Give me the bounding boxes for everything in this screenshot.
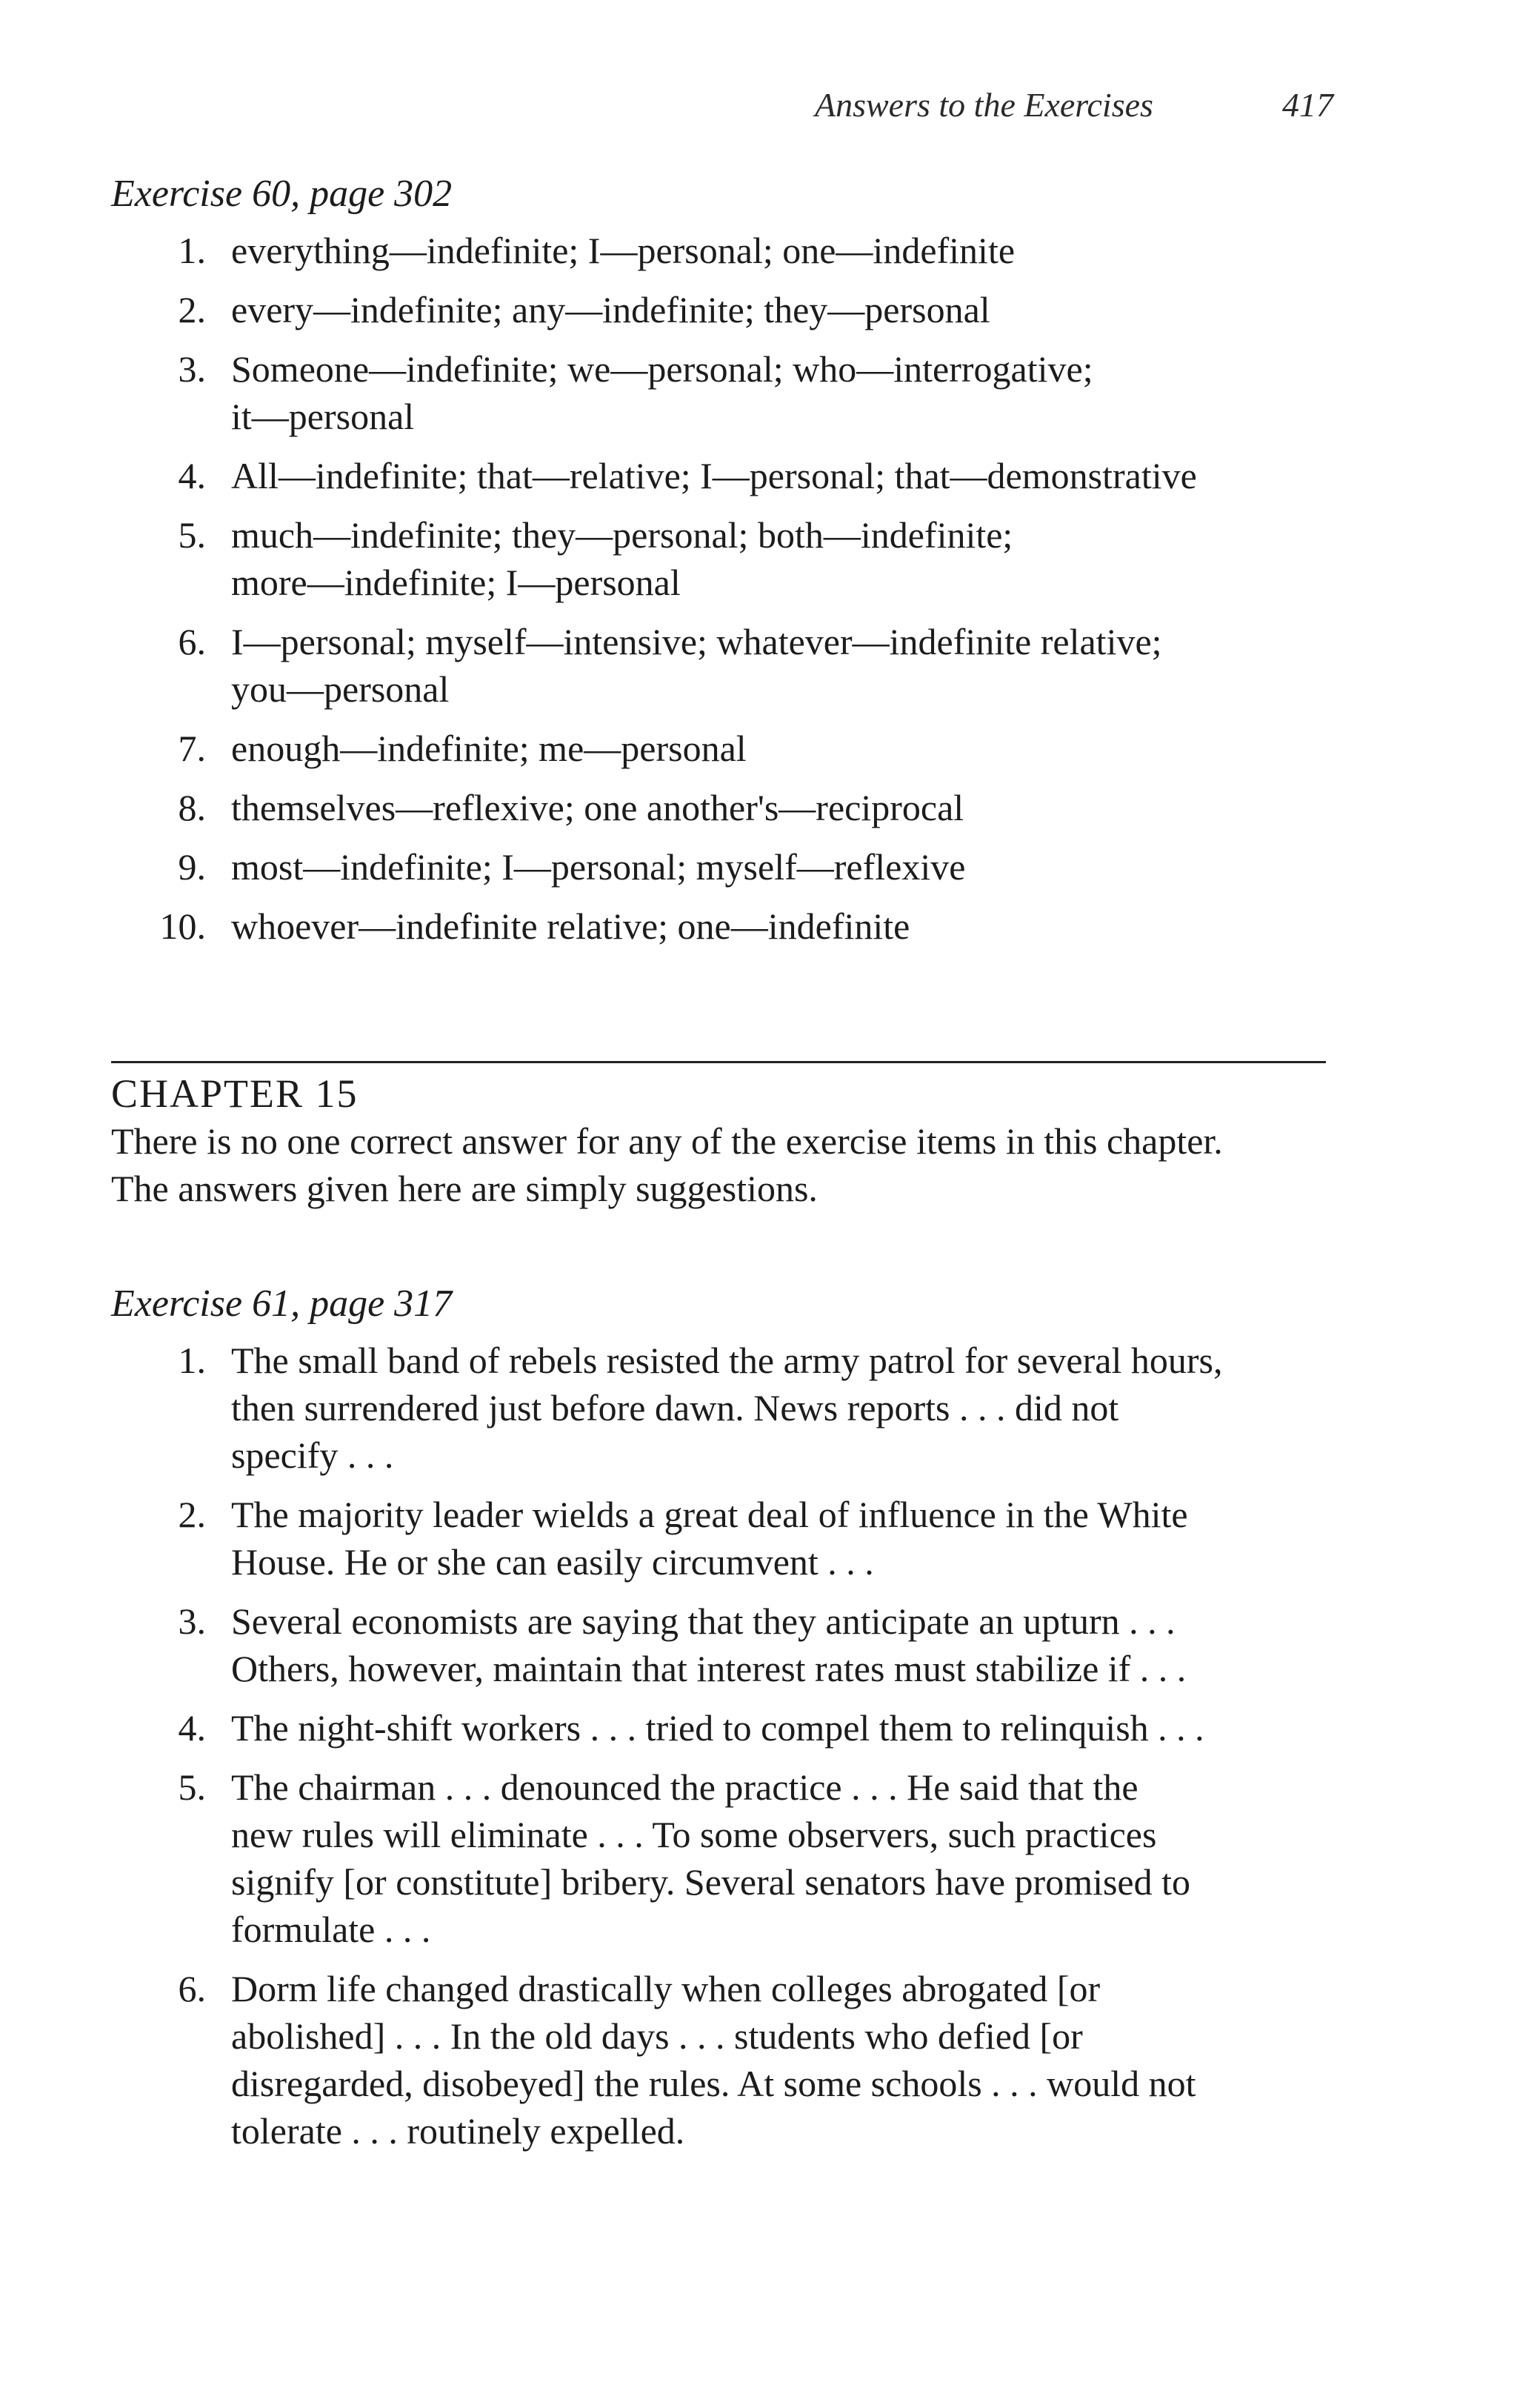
answer-number: 1.	[178, 230, 206, 271]
answer-text-line: themselves—reflexive; one another's—reciprocal	[231, 787, 964, 828]
answer-number: 4.	[178, 1707, 206, 1749]
answer-number: 4.	[178, 455, 206, 496]
answer-text-line: The chairman . . . denounced the practice . . . He said that the	[231, 1766, 1138, 1808]
chapter-heading: CHAPTER 15	[111, 1071, 359, 1116]
answer-number: 2.	[178, 1494, 206, 1535]
page-number: 417	[1282, 86, 1333, 124]
answer-item	[111, 1491, 1326, 1586]
answer-item	[111, 345, 1326, 440]
answer-number: 8.	[178, 787, 206, 828]
answer-text-line: Several economists are saying that they anticipate an upturn . . .	[231, 1600, 1176, 1642]
answer-text-line: more—indefinite; I—personal	[231, 562, 681, 603]
answer-number: 10.	[159, 905, 206, 947]
answer-item	[111, 618, 1326, 713]
running-title: Answers to the Exercises	[815, 86, 1153, 124]
answer-text-line: The majority leader wields a great deal of influence in the White	[231, 1494, 1188, 1535]
answer-text-line: enough—indefinite; me—personal	[231, 728, 747, 769]
answer-text-line: All—indefinite; that—relative; I—personal; that—demonstrative	[231, 455, 1197, 496]
answer-text-line: The night-shift workers . . . tried to compel them to relinquish . . .	[231, 1707, 1204, 1749]
exercise-60-answers	[111, 227, 1326, 962]
answer-text-line: formulate . . .	[231, 1909, 431, 1950]
answer-number: 1.	[178, 1340, 206, 1381]
exercise-61-title: Exercise 61, page 317	[111, 1283, 453, 1325]
answer-number: 7.	[178, 728, 206, 769]
answer-item	[111, 286, 1326, 333]
answer-number: 3.	[178, 348, 206, 390]
answer-text-line: specify . . .	[231, 1434, 394, 1476]
answer-number: 5.	[178, 1766, 206, 1808]
answer-number: 6.	[178, 621, 206, 662]
answer-text-line: I—personal; myself—intensive; whatever—indefinite relative;	[231, 621, 1162, 662]
answer-item	[111, 1965, 1326, 2155]
answer-item	[111, 902, 1326, 950]
answer-text-line: new rules will eliminate . . . To some observers, such practices	[231, 1814, 1157, 1855]
answer-item	[111, 725, 1326, 772]
answer-number: 9.	[178, 846, 206, 888]
answer-number: 6.	[178, 1968, 206, 2009]
answer-text-line: then surrendered just before dawn. News reports . . . did not	[231, 1387, 1119, 1428]
answer-item	[111, 227, 1326, 274]
answer-text-line: it—personal	[231, 396, 415, 437]
answer-item	[111, 1704, 1326, 1752]
answer-text-line: much—indefinite; they—personal; both—indefinite;	[231, 514, 1013, 556]
section-divider	[111, 1061, 1326, 1063]
answer-text-line: you—personal	[231, 668, 450, 710]
answer-text-line: Others, however, maintain that interest rates must stabilize if . . .	[231, 1648, 1187, 1689]
answer-text-line: whoever—indefinite relative; one—indefinite	[231, 905, 910, 947]
answer-text-line: signify [or constitute] bribery. Several senators have promised to	[231, 1861, 1191, 1903]
answer-text-line: Dorm life changed drastically when colleges abrogated [or	[231, 1968, 1101, 2009]
answer-text-line: abolished] . . . In the old days . . . students who defied [or	[231, 2015, 1083, 2057]
answer-text-line: disregarded, disobeyed] the rules. At some schools . . . would not	[231, 2063, 1196, 2104]
answer-item	[111, 784, 1326, 831]
chapter-intro	[111, 1117, 1341, 1212]
chapter-intro-line: The answers given here are simply suggestions.	[111, 1168, 818, 1209]
answer-text-line: Someone—indefinite; we—personal; who—interrogative;	[231, 348, 1093, 390]
answer-item	[111, 511, 1326, 606]
answer-number: 2.	[178, 289, 206, 330]
chapter-intro-line: There is no one correct answer for any of the exercise items in this chapter.	[111, 1120, 1223, 1162]
answer-number: 3.	[178, 1600, 206, 1642]
answer-text-line: most—indefinite; I—personal; myself—reflexive	[231, 846, 966, 888]
answer-item	[111, 1763, 1326, 1953]
answer-text-line: every—indefinite; any—indefinite; they—personal	[231, 289, 990, 330]
answer-item	[111, 452, 1326, 499]
running-header	[815, 83, 1333, 127]
answer-text-line: The small band of rebels resisted the army patrol for several hours,	[231, 1340, 1223, 1381]
exercise-60-title: Exercise 60, page 302	[111, 173, 453, 215]
answer-item	[111, 1597, 1326, 1692]
answer-number: 5.	[178, 514, 206, 556]
answer-text-line: tolerate . . . routinely expelled.	[231, 2110, 685, 2152]
answer-text-line: everything—indefinite; I—personal; one—indefinite	[231, 230, 1016, 271]
answer-text-line: House. He or she can easily circumvent . . .	[231, 1541, 874, 1583]
answer-item	[111, 1337, 1326, 1479]
answer-item	[111, 843, 1326, 891]
exercise-61-answers	[111, 1337, 1326, 2166]
